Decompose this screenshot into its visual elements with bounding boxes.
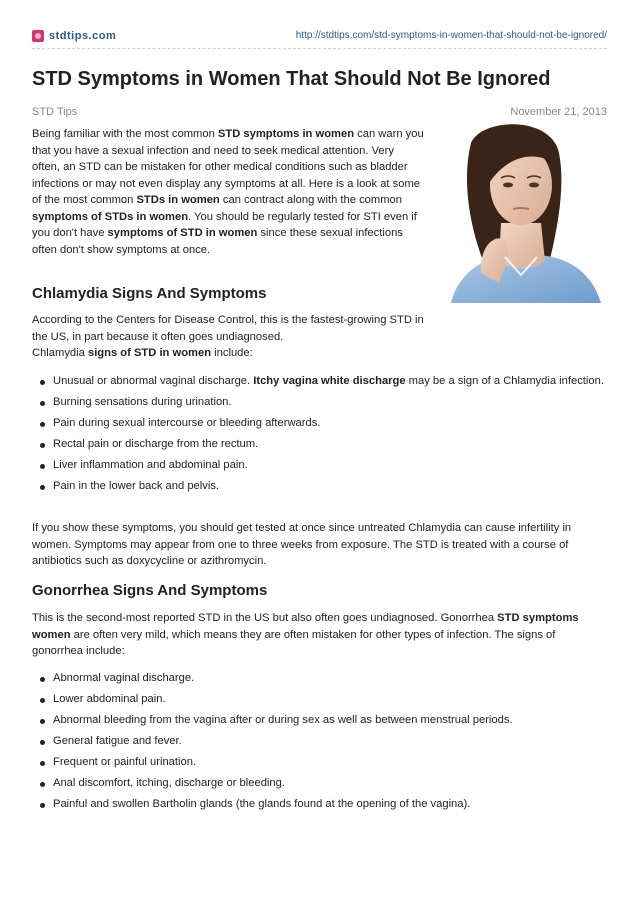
gonorrhea-symptom-list [32,671,607,818]
intro-keyword: STD symptoms in women [217,128,355,140]
list-item [32,395,607,411]
header-divider [32,48,607,49]
gonorrhea-intro-keyword: STD symptoms women [32,612,579,641]
chlamydia-intro-line1: According to the Centers for Disease Control, this is the fastest-growing STD in the US, in part because it often goes undiagnosed. [32,314,424,343]
list-item-keyword: Itchy vagina white discharge [253,375,406,387]
chlamydia-intro-line2-pre: Chlamydia [32,347,88,359]
list-item: Frequent or painful urination. [32,755,607,771]
list-item [32,374,607,390]
list-item-text: Pain during sexual intercourse or bleeding afterwards. [53,417,321,429]
intro-text: can contract along with the common [219,194,402,206]
list-item [32,437,607,453]
list-item: General fatigue and fever. [32,734,607,750]
list-item-text: Burning sensations during urination. [53,396,232,408]
list-item: Painful and swollen Bartholin glands (the glands found at the opening of the vagina). [32,797,607,813]
list-item: Lower abdominal pain. [32,692,607,708]
intro-text: . You should be regularly tested for STI even if you don't have [32,210,417,239]
list-item-text: Pain in the lower back and pelvis. [53,480,220,492]
intro-keyword: symptoms of STD in women [107,227,258,239]
list-item [32,479,607,495]
list-item [32,458,607,474]
list-item: Abnormal bleeding from the vagina after or during sex as well as between menstrual periods. [32,713,607,729]
site-logo-icon [32,30,44,42]
chlamydia-intro-line2-post: include: [211,347,253,359]
page-url-link[interactable]: http://stdtips.com/std-symptoms-in-women-that-should-not-be-ignored/ [295,30,607,41]
article-date: November 21, 2013 [510,106,607,118]
chlamydia-intro [32,312,432,362]
list-item: Anal discomfort, itching, discharge or bleeding. [32,776,607,792]
intro-keyword: STDs in women [136,194,220,206]
chlamydia-outro: If you show these symptoms, you should get tested at once since untreated Chlamydia can cause infertility in women. Symptoms may appear from one to three weeks from exposure. The STD is treated with a course of antibiotics such as doxycycline or azithromycin. [32,522,572,567]
list-item-text: Rectal pain or discharge from the rectum. [53,438,259,450]
gonorrhea-intro [32,610,608,660]
chlamydia-intro-keyword: signs of STD in women [87,347,212,359]
chlamydia-symptom-list [32,374,607,500]
intro-keyword: symptoms of STDs in women [32,210,189,223]
list-item-text: Liver inflammation and abdominal pain. [53,459,248,471]
intro-paragraph [32,126,424,258]
gonorrhea-intro-text: This is the second-most reported STD in the US but also often goes undiagnosed. Gonorrhea [32,612,498,624]
article-category-link[interactable]: STD Tips [32,106,78,118]
site-name-link[interactable]: stdtips.com [49,30,117,42]
list-item: Abnormal vaginal discharge. [32,671,607,687]
gonorrhea-heading: Gonorrhea Signs And Symptoms [32,582,268,599]
woman-photo-image [441,123,607,303]
chlamydia-heading: Chlamydia Signs And Symptoms [32,285,267,302]
gonorrhea-intro-text: are often very mild, which means they are often mistaken for other types of infection. The signs of gonorrhea include: [32,628,556,657]
intro-text: can warn you that you have a sexual infection and need to seek medical attention. Very often, an STD can be mistaken for other medical conditions such as bladder infections or may not even display any symptoms at all. Here is a look at some of the most common [32,128,424,206]
list-item [32,416,607,432]
article-meta [32,106,607,118]
intro-text: Being familiar with the most common [32,128,218,140]
list-item-text: Unusual or abnormal vaginal discharge. [53,375,254,387]
list-item-text: may be a sign of a Chlamydia infection. [405,375,604,387]
article-title: STD Symptoms in Women That Should Not Be Ignored [32,68,551,90]
intro-text: since these sexual infections often don't show symptoms at once. [32,227,403,256]
page-header [32,29,607,45]
